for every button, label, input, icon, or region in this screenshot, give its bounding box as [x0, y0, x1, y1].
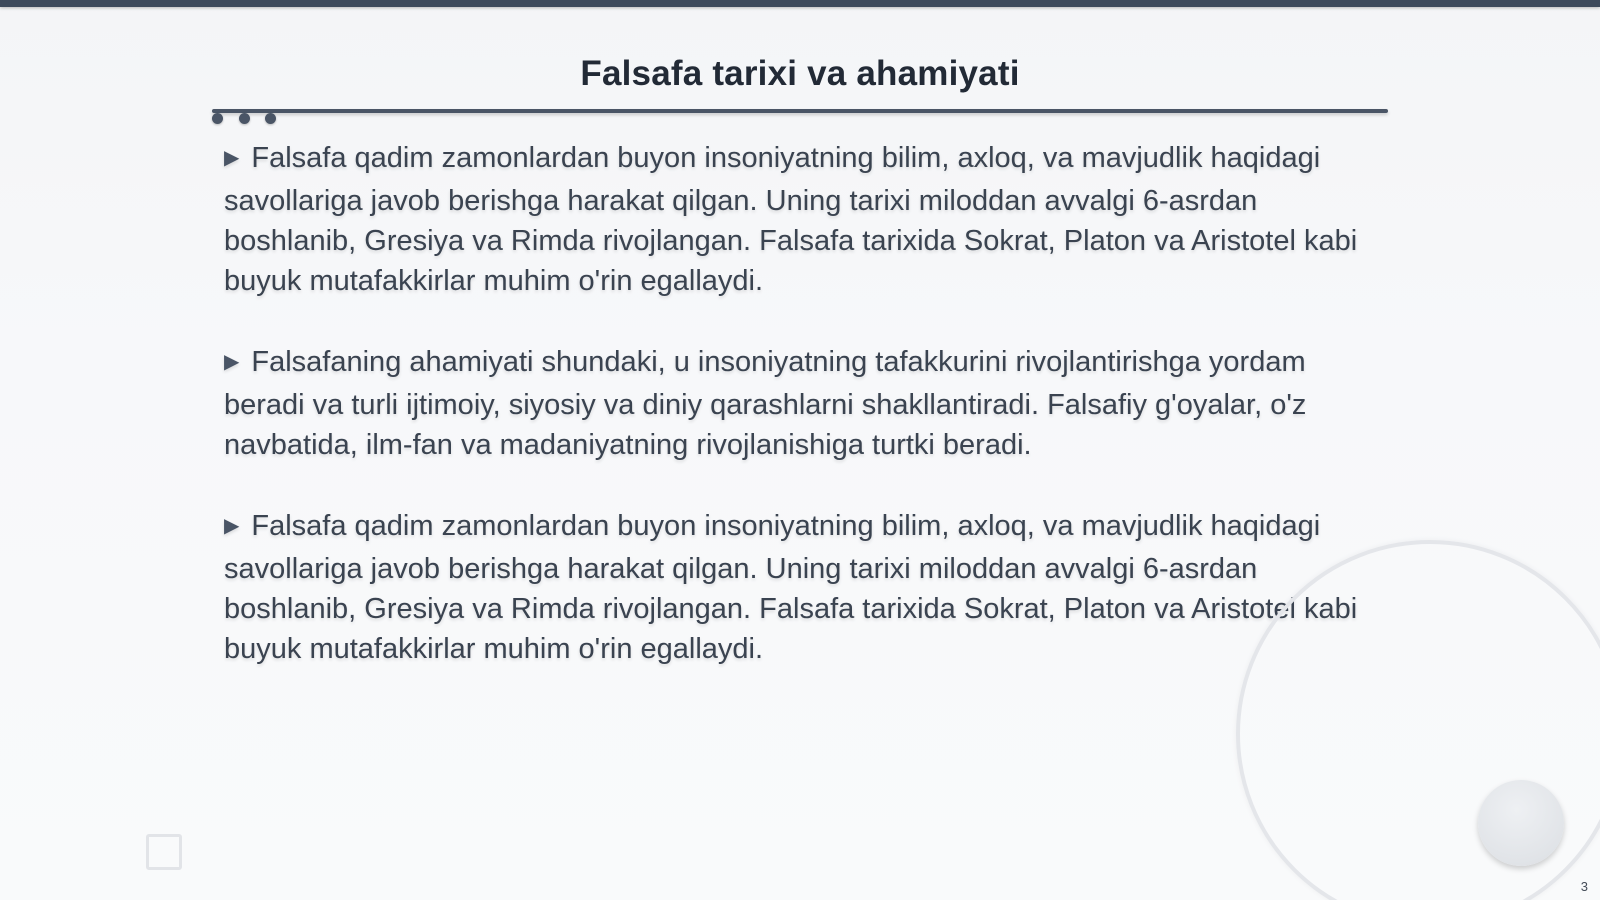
- slide-title: Falsafa tarixi va ahamiyati: [580, 54, 1020, 93]
- paragraph-text: Falsafaning ahamiyati shundaki, u insoniyatning tafakkurini rivojlantirishga yordam beradi va turli ijtimoiy, siyosiy va diniy qarashlarni shakllantiradi. Falsafiy g'oyalar, o'z navbatida, ilm-fan va madaniyatning rivojlanishiga turtki beradi.: [224, 346, 1307, 461]
- decorative-circle: [1478, 780, 1564, 866]
- paragraph-text: Falsafa qadim zamonlardan buyon insoniyatning bilim, axloq, va mavjudlik haqidagi savollariga javob berishga harakat qilgan. Uning tarixi miloddan avvalgi 6-asrdan boshlanib, Gresiya va Rimda rivojlangan. Falsafa tarixida Sokrat, Platon va Aristotel kabi buyuk mutafakkirlar muhim o'rin egallaydi.: [224, 142, 1358, 297]
- decorative-dot: [265, 113, 276, 124]
- top-accent-bar: [0, 0, 1600, 7]
- slide-body: [224, 138, 1384, 710]
- page-number: 3: [1580, 879, 1588, 894]
- bullet-paragraph: [224, 506, 1384, 669]
- decorative-dot: [212, 113, 223, 124]
- decorative-dot: [239, 113, 250, 124]
- title-underline: [212, 109, 1388, 113]
- bullet-paragraph: [224, 138, 1384, 301]
- paragraph-text: Falsafa qadim zamonlardan buyon insoniyatning bilim, axloq, va mavjudlik haqidagi savollariga javob berishga harakat qilgan. Uning tarixi miloddan avvalgi 6-asrdan boshlanib, Gresiya va Rimda rivojlangan. Falsafa tarixida Sokrat, Platon va Aristotel kabi buyuk mutafakkirlar muhim o'rin egallaydi.: [224, 510, 1358, 665]
- bullet-arrow-icon: ▶: [224, 147, 240, 169]
- bullet-arrow-icon: ▶: [224, 351, 240, 373]
- bullet-arrow-icon: ▶: [224, 515, 240, 537]
- decorative-square: [146, 834, 182, 870]
- bullet-paragraph: [224, 342, 1384, 465]
